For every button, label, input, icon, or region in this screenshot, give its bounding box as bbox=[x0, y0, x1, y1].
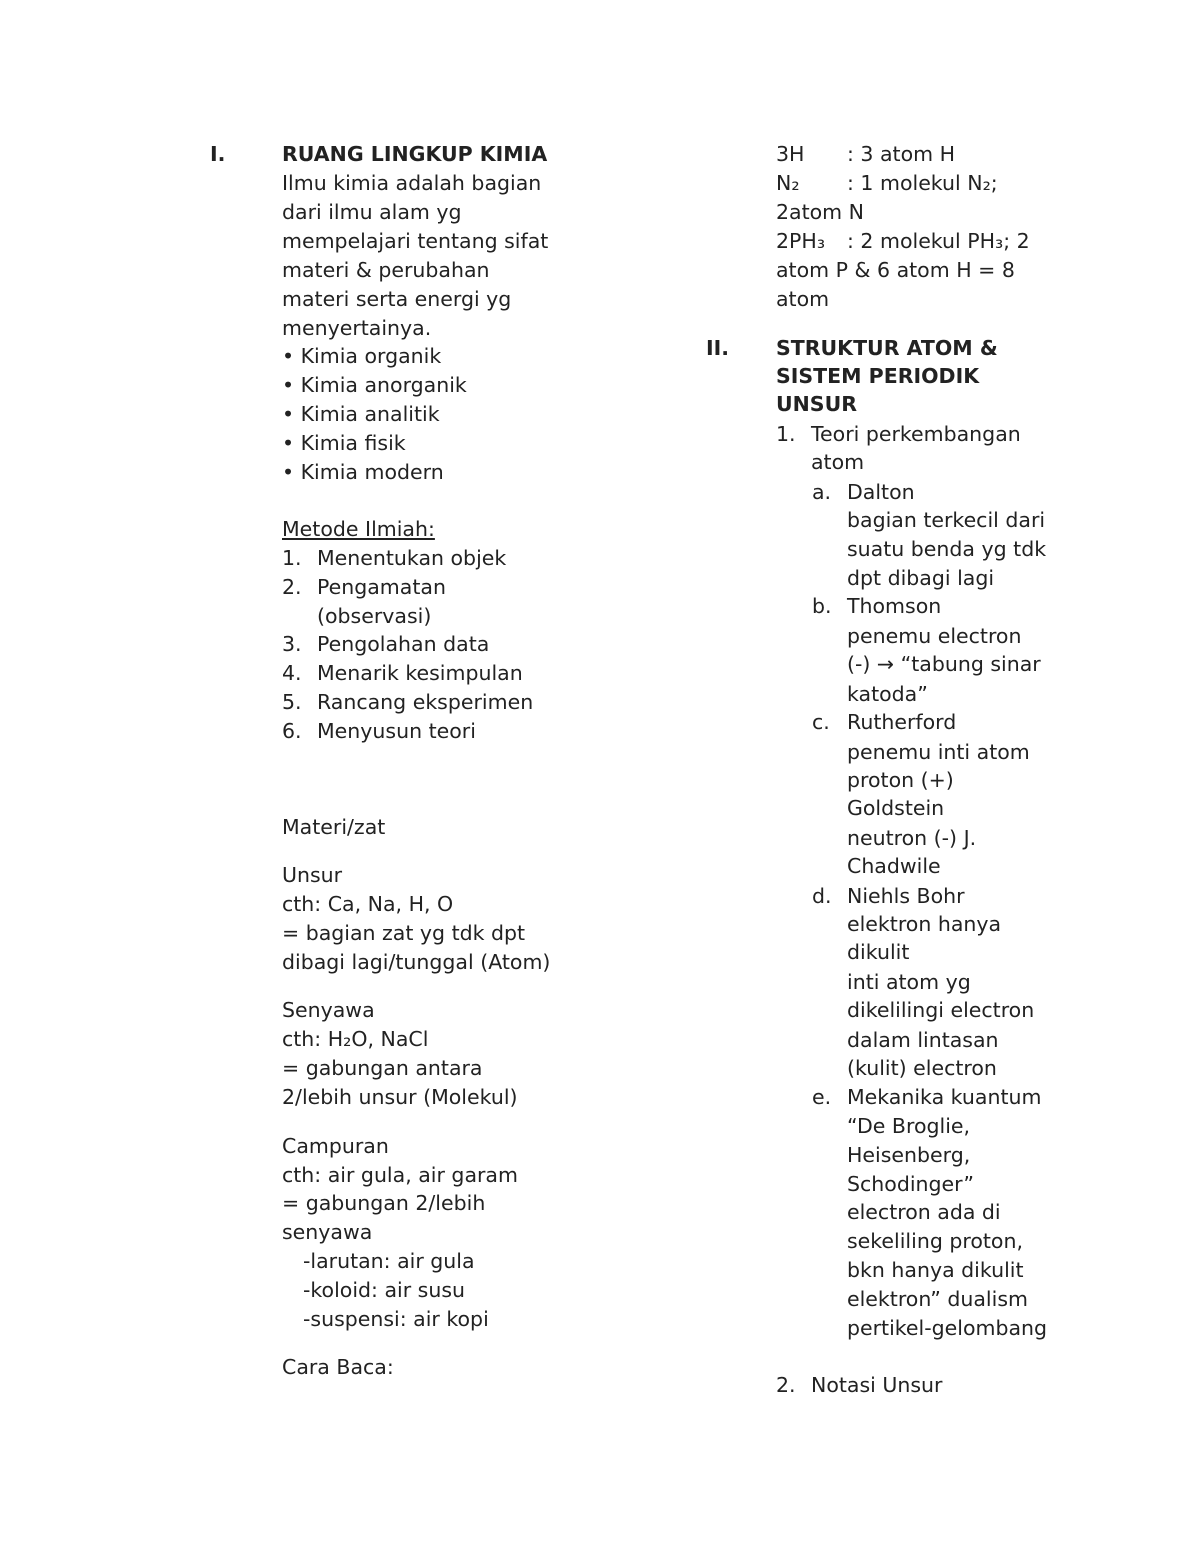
unsur-line: dibagi lagi/tunggal (Atom) bbox=[282, 950, 551, 974]
sub-letter: e. bbox=[812, 1085, 832, 1109]
kuantum-line: Heisenberg, bbox=[847, 1143, 971, 1167]
campuran-line: Campuran bbox=[282, 1134, 389, 1158]
metode-title: Metode Ilmiah: bbox=[282, 517, 435, 541]
intro-line: materi & perubahan bbox=[282, 258, 490, 282]
campuran-line: = gabungan 2/lebih bbox=[282, 1191, 486, 1215]
notation-line: atom bbox=[776, 287, 830, 311]
metode-step: Rancang eksperimen bbox=[317, 690, 534, 714]
kuantum-line: bkn hanya dikulit bbox=[847, 1258, 1024, 1282]
item-1-text: atom bbox=[811, 450, 865, 474]
rutherford-line: Chadwile bbox=[847, 854, 941, 878]
section-2-number: II. bbox=[706, 336, 730, 360]
rutherford-line: neutron (-) J. bbox=[847, 826, 977, 850]
materi-heading: Materi/zat bbox=[282, 815, 386, 839]
metode-number: 4. bbox=[282, 661, 302, 685]
kuantum-line: elektron” dualism bbox=[847, 1287, 1028, 1311]
metode-number: 2. bbox=[282, 575, 302, 599]
branch-item: • Kimia modern bbox=[282, 460, 444, 484]
intro-line: materi serta energi yg bbox=[282, 287, 512, 311]
notation-line: 2atom N bbox=[776, 200, 865, 224]
senyawa-line: = gabungan antara bbox=[282, 1056, 483, 1080]
campuran-line: cth: air gula, air garam bbox=[282, 1163, 518, 1187]
item-2-number: 2. bbox=[776, 1373, 796, 1397]
metode-number: 3. bbox=[282, 632, 302, 656]
section-1-number: I. bbox=[210, 142, 226, 166]
kuantum-line: pertikel-gelombang bbox=[847, 1316, 1048, 1340]
bohr-line: inti atom yg bbox=[847, 970, 971, 994]
dalton-line: bagian terkecil dari bbox=[847, 508, 1046, 532]
thomson-line: Thomson bbox=[847, 594, 942, 618]
metode-step: (observasi) bbox=[317, 604, 432, 628]
senyawa-line: 2/lebih unsur (Molekul) bbox=[282, 1085, 518, 1109]
item-1-text: Teori perkembangan bbox=[811, 422, 1021, 446]
section-2-title: STRUKTUR ATOM & bbox=[776, 336, 998, 360]
branch-item: • Kimia anorganik bbox=[282, 373, 467, 397]
intro-line: menyertainya. bbox=[282, 316, 432, 340]
item-1-number: 1. bbox=[776, 422, 796, 446]
kuantum-line: sekeliling proton, bbox=[847, 1229, 1023, 1253]
campuran-type: -suspensi: air kopi bbox=[303, 1307, 489, 1331]
kuantum-line: Mekanika kuantum bbox=[847, 1085, 1042, 1109]
senyawa-line: cth: H₂O, NaCl bbox=[282, 1027, 429, 1051]
metode-step: Pengolahan data bbox=[317, 632, 490, 656]
thomson-line: katoda” bbox=[847, 682, 928, 706]
branch-item: • Kimia analitik bbox=[282, 402, 440, 426]
bohr-line: dalam lintasan bbox=[847, 1028, 999, 1052]
notation-desc: : 1 molekul N₂; bbox=[847, 171, 998, 195]
kuantum-line: “De Broglie, bbox=[847, 1114, 971, 1138]
rutherford-line: Rutherford bbox=[847, 710, 957, 734]
intro-line: mempelajari tentang sifat bbox=[282, 229, 549, 253]
metode-number: 1. bbox=[282, 546, 302, 570]
bohr-line: dikulit bbox=[847, 940, 910, 964]
bohr-line: dikelilingi electron bbox=[847, 998, 1035, 1022]
metode-step: Menarik kesimpulan bbox=[317, 661, 523, 685]
unsur-line: = bagian zat yg tdk dpt bbox=[282, 921, 526, 945]
sub-letter: d. bbox=[812, 884, 832, 908]
dalton-line: Dalton bbox=[847, 480, 915, 504]
kuantum-line: electron ada di bbox=[847, 1200, 1001, 1224]
metode-step: Pengamatan bbox=[317, 575, 446, 599]
section-2-title: SISTEM PERIODIK bbox=[776, 364, 980, 388]
metode-step: Menyusun teori bbox=[317, 719, 476, 743]
notation-symbol: N₂ bbox=[776, 171, 800, 195]
cara-baca: Cara Baca: bbox=[282, 1355, 394, 1379]
branch-item: • Kimia organik bbox=[282, 344, 442, 368]
bohr-line: Niehls Bohr bbox=[847, 884, 965, 908]
branch-item: • Kimia fisik bbox=[282, 431, 406, 455]
notation-desc: : 2 molekul PH₃; 2 bbox=[847, 229, 1030, 253]
section-2-title: UNSUR bbox=[776, 392, 857, 416]
sub-letter: a. bbox=[812, 480, 832, 504]
section-1-title: RUANG LINGKUP KIMIA bbox=[282, 142, 548, 166]
unsur-line: Unsur bbox=[282, 863, 343, 887]
notation-desc: : 3 atom H bbox=[847, 142, 956, 166]
senyawa-line: Senyawa bbox=[282, 998, 375, 1022]
dalton-line: suatu benda yg tdk bbox=[847, 537, 1047, 561]
bohr-line: (kulit) electron bbox=[847, 1056, 997, 1080]
rutherford-line: proton (+) bbox=[847, 768, 954, 792]
notation-symbol: 2PH₃ bbox=[776, 229, 826, 253]
bohr-line: elektron hanya bbox=[847, 912, 1002, 936]
rutherford-line: penemu inti atom bbox=[847, 740, 1030, 764]
campuran-line: senyawa bbox=[282, 1220, 373, 1244]
item-2-text: Notasi Unsur bbox=[811, 1373, 943, 1397]
campuran-type: -larutan: air gula bbox=[303, 1249, 475, 1273]
unsur-line: cth: Ca, Na, H, O bbox=[282, 892, 454, 916]
metode-step: Menentukan objek bbox=[317, 546, 507, 570]
kuantum-line: Schodinger” bbox=[847, 1172, 975, 1196]
sub-letter: c. bbox=[812, 710, 830, 734]
intro-line: Ilmu kimia adalah bagian bbox=[282, 171, 542, 195]
notation-symbol: 3H bbox=[776, 142, 805, 166]
notation-line: atom P & 6 atom H = 8 bbox=[776, 258, 1015, 282]
campuran-type: -koloid: air susu bbox=[303, 1278, 465, 1302]
metode-number: 5. bbox=[282, 690, 302, 714]
metode-number: 6. bbox=[282, 719, 302, 743]
sub-letter: b. bbox=[812, 594, 832, 618]
intro-line: dari ilmu alam yg bbox=[282, 200, 462, 224]
thomson-line: penemu electron bbox=[847, 624, 1022, 648]
dalton-line: dpt dibagi lagi bbox=[847, 566, 995, 590]
rutherford-line: Goldstein bbox=[847, 796, 945, 820]
thomson-line: (-) → “tabung sinar bbox=[847, 652, 1041, 676]
